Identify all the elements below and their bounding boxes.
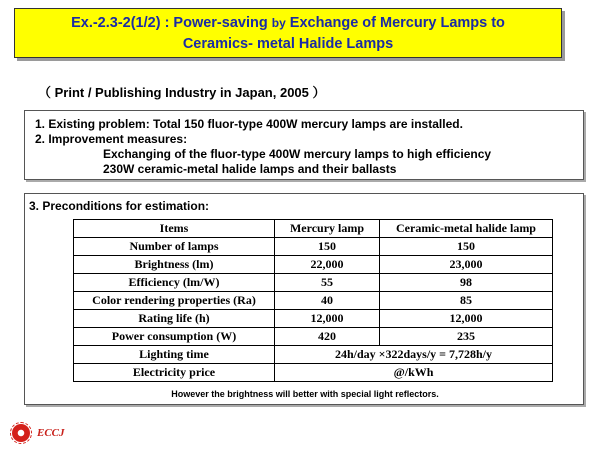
table-cell: 40 (275, 292, 380, 310)
eccj-sun-logo-icon (12, 424, 30, 442)
table-row (74, 292, 553, 310)
table-cell: 98 (380, 274, 553, 292)
slide-title-box (14, 8, 562, 58)
preconditions-heading: 3. Preconditions for estimation: (29, 199, 210, 213)
comparison-table (73, 219, 553, 382)
table-cell: 85 (380, 292, 553, 310)
table-cell: 150 (380, 238, 553, 256)
eccj-logo (12, 424, 65, 442)
table-row (74, 256, 553, 274)
table-cell: 23,000 (380, 256, 553, 274)
improvement-measures-line1: Exchanging of the fluor-type 400W mercury lamps to high efficiency (103, 147, 492, 161)
table-cell: 55 (275, 274, 380, 292)
table-cell: Color rendering properties (Ra) (74, 292, 275, 310)
existing-problem-text: 1. Existing problem: Total 150 fluor-type 400W mercury lamps are installed. (35, 117, 463, 131)
title-by-word: by (271, 16, 286, 30)
table-row (74, 274, 553, 292)
lighting-time-value: 24h/day ×322days/y = 7,728h/y (275, 346, 553, 364)
table-cell: 12,000 (380, 310, 553, 328)
problem-box (24, 110, 584, 180)
table-cell: Brightness (lm) (74, 256, 275, 274)
slide-title-line2: Ceramics- metal Halide Lamps (182, 36, 394, 52)
table-cell: 12,000 (275, 310, 380, 328)
improvement-measures-heading: 2. Improvement measures: (35, 132, 188, 146)
table-row (74, 238, 553, 256)
table-cell: Number of lamps (74, 238, 275, 256)
table-cell: 420 (275, 328, 380, 346)
table-cell: 22,000 (275, 256, 380, 274)
eccj-logo-text: ECCJ (37, 427, 65, 439)
preconditions-box (24, 193, 584, 405)
table-cell: Lighting time (74, 346, 275, 364)
table-header-cell: Mercury lamp (275, 220, 380, 238)
table-cell: 150 (275, 238, 380, 256)
table-row (74, 310, 553, 328)
table-cell: Power consumption (W) (74, 328, 275, 346)
table-header-cell: Items (74, 220, 275, 238)
table-cell: Electricity price (74, 364, 275, 382)
table-row-electricity-price (74, 364, 553, 382)
table-row (74, 328, 553, 346)
table-cell: Rating life (h) (74, 310, 275, 328)
improvement-measures-line2: 230W ceramic-metal halide lamps and their ballasts (103, 162, 397, 176)
table-header-cell: Ceramic-metal halide lamp (380, 220, 553, 238)
table-header-row (74, 220, 553, 238)
subtitle: （ Print / Publishing Industry in Japan, 2005 ） (38, 85, 326, 100)
table-cell: Efficiency (lm/W) (74, 274, 275, 292)
brightness-note: However the brightness will better with special light reflectors. (171, 389, 439, 399)
slide-title-line1: Ex.-2.3-2(1/2) : Power-saving by Exchange of Mercury Lamps to (71, 15, 505, 31)
table-row-lighting-time (74, 346, 553, 364)
electricity-price-value: @/kWh (275, 364, 553, 382)
table-cell: 235 (380, 328, 553, 346)
